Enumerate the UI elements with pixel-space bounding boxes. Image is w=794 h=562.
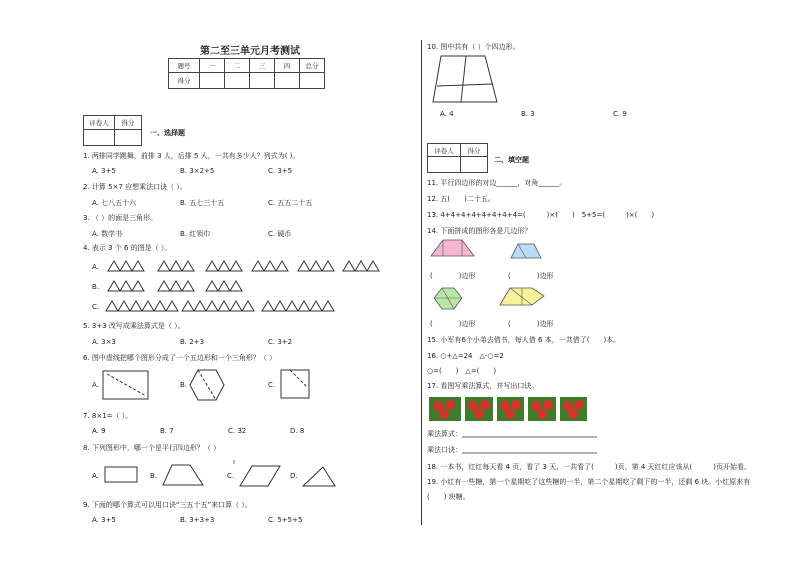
q13-text: 13. 4+4+4+4+4+4+4+4=( )×( ) 5+5=( )×( ) <box>427 211 655 219</box>
strawberry-group-1 <box>429 397 461 421</box>
q7-option-a[interactable]: A. 9 <box>92 427 106 435</box>
q14-stem: 14. 下面拼成的图形各是几边形？ <box>427 227 532 235</box>
q14-answer-4[interactable]: ( )边形 <box>508 320 554 328</box>
strawberry-group-5 <box>560 397 587 421</box>
q4-option-c[interactable]: C. <box>92 303 100 311</box>
section1-title: 一、选择题 <box>150 129 185 137</box>
score-header-cell: 三 <box>250 59 275 73</box>
grader-score-label: 得分 <box>115 116 142 130</box>
q17-rhyme-label: 乘法口诀： <box>427 446 462 454</box>
section2-title: 二、填空题 <box>494 156 529 164</box>
q7-option-b[interactable]: B. 7 <box>160 427 174 435</box>
score-header-cell: 总分 <box>300 59 325 73</box>
exam-title: 第二至三单元月考测试 <box>200 46 300 57</box>
q4-option-b[interactable]: B. <box>92 283 100 291</box>
q5-stem: 5. 3+3 改写成乘法算式是（ ）。 <box>83 322 185 330</box>
q19-line2: ( ) 块糖。 <box>427 493 470 501</box>
q10-option-b[interactable]: B. 3 <box>521 110 535 118</box>
q5-option-c[interactable]: C. 3+2 <box>268 338 293 346</box>
score-row-label: 得分 <box>169 73 200 89</box>
q8-parallelogram <box>240 466 280 486</box>
score-header-cell: 一 <box>200 59 225 73</box>
q17-formula-label: 乘法算式： <box>427 430 462 438</box>
grader-score-label: 得分 <box>461 144 488 157</box>
q6-stem: 6. 图中虚线把哪个图形分成了一个五边形和一个三角形？（ ） <box>83 354 277 362</box>
q14-answer-3[interactable]: ( )边形 <box>430 320 476 328</box>
q11-text: 11. 平行四边形的对边______，对角______。 <box>427 179 567 187</box>
q3-option-c[interactable]: C. 硬币 <box>268 230 292 238</box>
q16-line1: 16. ○+△=24 △-○=2 <box>427 352 504 360</box>
q17-stem: 17. 看图写乘法算式，并写出口诀。 <box>427 382 539 390</box>
q9-option-c[interactable]: C. 5+5+5 <box>268 516 303 524</box>
q4-option-a[interactable]: A. <box>92 263 99 271</box>
q9-option-b[interactable]: B. 3+3+3 <box>180 516 215 524</box>
q1-option-a[interactable]: A. 3+5 <box>92 167 116 175</box>
q10-stem: 10. 图中共有（ ）个四边形。 <box>427 43 520 51</box>
q5-option-b[interactable]: B. 2+3 <box>180 338 205 346</box>
q1-option-b[interactable]: B. 3×2+5 <box>180 167 215 175</box>
q12-text: 12. 五( )二十五。 <box>427 195 495 203</box>
q4-stem: 4. 表示 3 个 6 的图是（ ）。 <box>83 244 172 252</box>
q8-triangle <box>303 467 335 486</box>
q15-text: 15. 小军有6个小弟去借书，每人借 6 本，一共借了( )本。 <box>427 336 621 344</box>
score-header-cell: 题号 <box>169 59 200 73</box>
q8-option-c[interactable]: C. <box>227 472 235 480</box>
q2-stem: 2. 计算 5×7 应想乘法口诀（ ）。 <box>83 183 187 191</box>
q2-option-b[interactable]: B. 五七三十五 <box>180 199 225 207</box>
q14-answer-2[interactable]: ( )边形 <box>508 272 554 280</box>
q16-line2: ○=( ) △=( ) <box>427 367 497 375</box>
score-header-cell: 四 <box>275 59 300 73</box>
q8-rectangle <box>105 467 137 482</box>
q7-stem: 7. 8×1=（ ）。 <box>83 412 133 420</box>
q7-option-d[interactable]: D. 8 <box>290 427 305 435</box>
q8-option-a[interactable]: A. <box>92 472 99 480</box>
score-header-cell: 二 <box>225 59 250 73</box>
grader-label: 评卷人 <box>428 144 461 157</box>
strawberry-group-3 <box>497 397 524 421</box>
q10-option-a[interactable]: A. 4 <box>440 110 454 118</box>
grader-label: 评卷人 <box>84 116 115 130</box>
q2-option-c[interactable]: C. 五五二十五 <box>268 199 313 207</box>
q14-answer-1[interactable]: ( )边形 <box>430 272 476 280</box>
q5-option-a[interactable]: A. 3×3 <box>92 338 116 346</box>
strawberry-group-2 <box>465 397 493 421</box>
q8-option-d[interactable]: D. <box>290 472 298 480</box>
q1-stem: 1. 两排同学跳舞，前排 3 人，后排 5 人，一共有多少人？列式为( )。 <box>83 152 300 160</box>
q6-option-a[interactable]: A. <box>92 381 99 389</box>
q6-option-c[interactable]: C. <box>268 381 276 389</box>
q3-option-b[interactable]: B. 红领巾 <box>180 230 211 238</box>
q7-option-c[interactable]: C. 32 <box>228 427 247 435</box>
q3-option-a[interactable]: A. 数学书 <box>92 230 123 238</box>
q3-stem: 3. （ ）的面是三角形。 <box>83 214 158 222</box>
q10-option-c[interactable]: C. 9 <box>613 110 627 118</box>
q1-option-c[interactable]: C. 3+5 <box>268 167 293 175</box>
q2-option-a[interactable]: A. 七八五十六 <box>92 199 137 207</box>
strawberry-group-4 <box>528 397 556 421</box>
q9-option-a[interactable]: A. 3+5 <box>92 516 116 524</box>
q18-text: 18. 一本书，红红每天看 4 页，看了 3 天，一共看了( )页，第 4 天红红应该从( )页开始看。 <box>427 463 751 471</box>
q8-trapezoid <box>163 465 203 485</box>
q8-option-b[interactable]: B. <box>150 472 158 480</box>
q8-stem: 8. 下列图形中，哪一个是平行四边形？（ ） <box>83 444 221 452</box>
q19-line1: 19. 小红有一些糖，第一个星期吃了这些糖的一半，第二个星期吃了剩下的一半，还剩 6 块。小红原来有 <box>427 478 751 486</box>
q9-stem: 9. 下面的哪个算式可以用口诀“三五十五”来口算（ ）。 <box>83 501 252 509</box>
q6-option-b[interactable]: B. <box>180 381 188 389</box>
